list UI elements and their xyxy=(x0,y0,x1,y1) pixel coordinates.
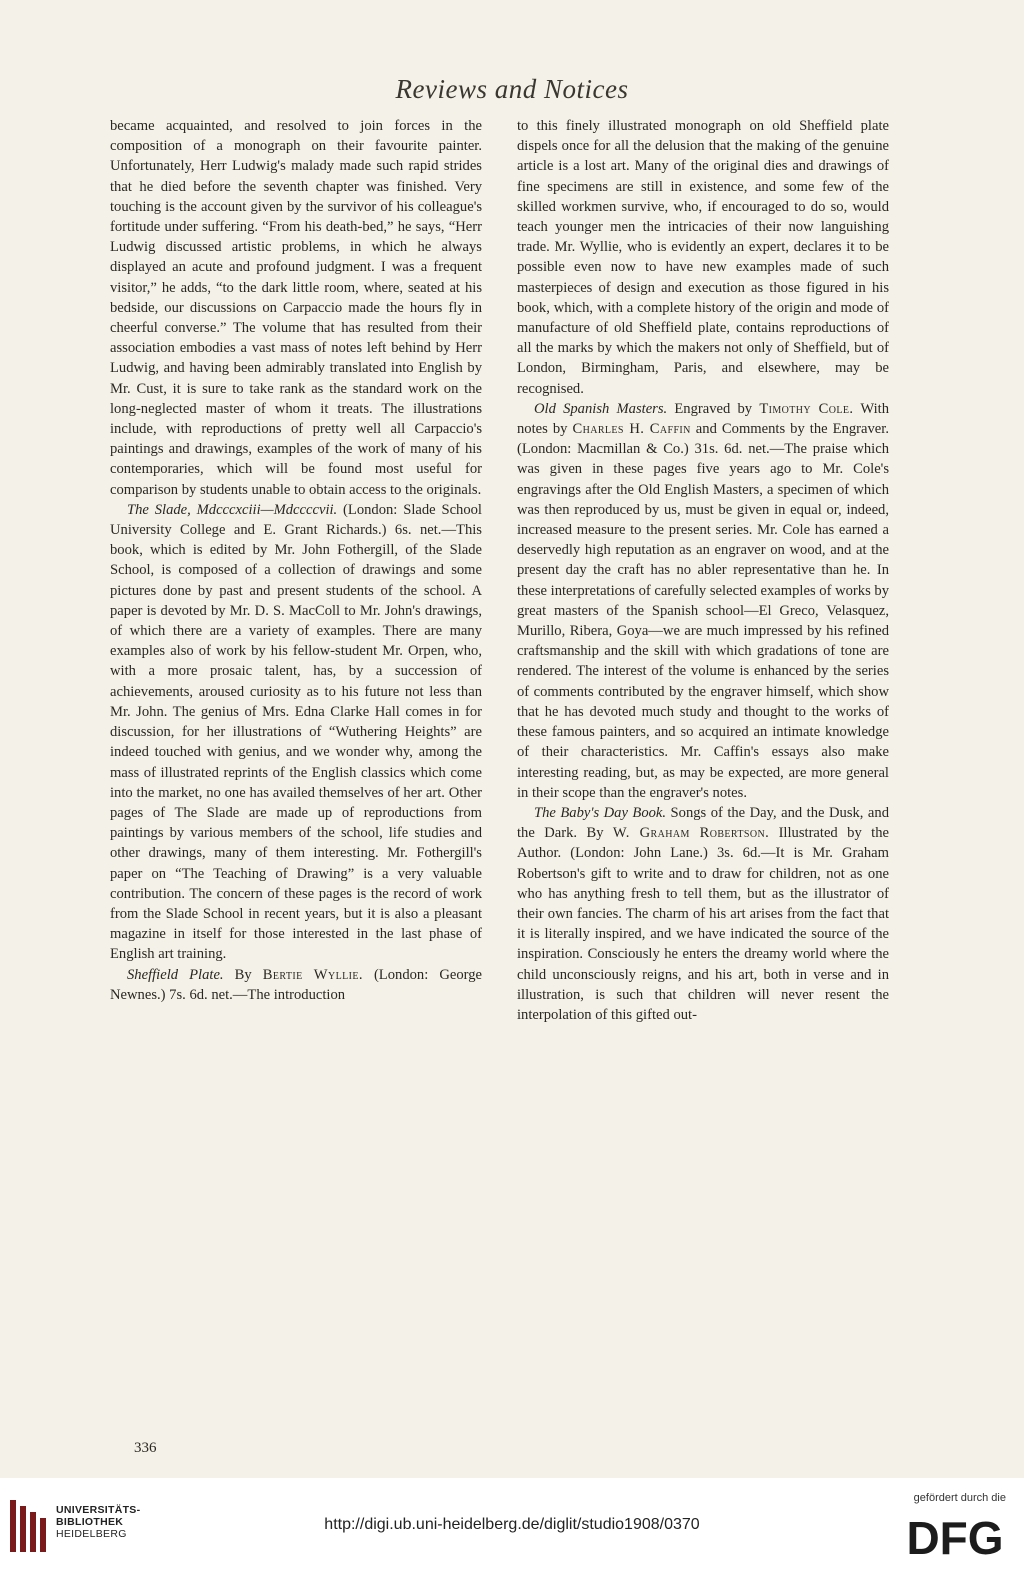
paragraph-slade: The Slade, Mdcccxciii—Mdccccvii. (London: Slade School University College and E. Grant Richards.) 6s. net.—This book, which is edited by Mr. John Fothergill, of the Slade School, is composed of a collection of drawings and some pictures done by past and present students of the school. A paper is devoted by Mr. D. S. MacColl to Mr. John's drawings, of which there are a variety of examples. There are many examples also of work by his fellow-student Mr. Orpen, who, with a more prosaic talent, has, by a succession of achievements, aroused curiosity as to his future not less than Mr. John. The genius of Mrs. Edna Clarke Hall comes in for discussion, for her illustrations of “Wuthering Heights” are indeed touched with genius, and we wonder why, among the mass of illustrated reprints of the English classics which come into the market, no one has availed themselves of her art. Other pages of The Slade are made up of reproductions from paintings by various members of the school, life studies and other drawings, many of them interesting. Mr. Fothergill's paper on “The Teaching of Drawing” is a very valuable contribution. The concern of these pages is the record of work from the Slade School in recent years, but it is also a pleasant magazine in itself for those interested in the last phase of English art training. xyxy=(110,501,482,963)
book-title: The Slade, Mdcccxciii—Mdccccvii. xyxy=(127,501,338,518)
author-name: Bertie Wyllie. xyxy=(262,966,363,983)
page-number: 336 xyxy=(134,1440,157,1456)
left-column xyxy=(110,116,482,1005)
author-name: W. Graham Robertson. xyxy=(612,825,770,842)
book-title: Old Spanish Masters. xyxy=(534,400,668,417)
author-name: Charles H. Caffin xyxy=(572,421,691,438)
book-title: Sheffield Plate. xyxy=(127,966,224,983)
paragraph-carpaccio: became acquainted, and resolved to join forces in the composition of a monograph on their favourite painter. Unfortunately, Herr Ludwig's malady made such rapid strides that he died before the seventh chapter was finished. Very touching is the account given by the survivor of his colleague's fortitude under suffering. “From his death-bed,” he says, “Herr Ludwig discussed artistic problems, in which he always displayed an acute and profound judgment. I was a frequent visitor,” he adds, “to the dark little room, where, seated at his bedside, our discussions on Carpaccio made the hours fly in cheerful converse.” The volume that has resulted from their association embodies a vast mass of notes left behind by Herr Ludwig, and having been admirably translated into English by Mr. Cust, it is sure to take rank as the standard work on the long-neglected master of whom it treats. The illustrations include, with reproductions of pretty well all Carpaccio's paintings and drawings, examples of the work of many of his contemporaries, which will be found most useful for comparison by students unable to obtain access to the originals. xyxy=(110,118,482,498)
paragraph-sheffield-cont: to this finely illustrated monograph on old Sheffield plate dispels once for all the delusion that the making of the genuine article is a lost art. Many of the original dies and drawings of fine specimens are still in existence, and some few of the skilled workmen survive, who, if encouraged to do so, would teach younger men the intricacies of their now languishing trade. Mr. Wyllie, who is evidently an expert, declares it to be possible even now to have new examples made of such masterpieces of design and execution as those figured in his book, which, with a complete history of the origin and mode of manufacture of old Sheffield plate, contains reproductions of all the marks by which the makers not only of Sheffield, but of London, Birmingham, Paris, and elsewhere, may be recognised. xyxy=(517,118,889,397)
paragraph-spanish-masters: Old Spanish Masters. Engraved by Timothy Cole. With notes by Charles H. Caffin and Comments by the Engraver. (London: Macmillan & Co.) 31s. 6d. net.—The praise which was given in these pages five years ago to Mr. Cole's engravings after the Old English Masters, a specimen of which was then reproduced by us, must be given in equal or, indeed, increased measure to the present series. Mr. Cole has earned a deservedly high reputation as an engraver on wood, and at the present day the craft has no abler representative than he. In these interpretations of carefully selected examples of works by great masters of the Spanish school—El Greco, Velasquez, Murillo, Ribera, Goya—we are much impressed by his refined craftsmanship and the skill with which gradations of tone are rendered. The interest of the volume is enhanced by the series of comments contributed by the engraver himself, which show that he has devoted much study and thought to the works of these famous painters, and so acquired an intimate knowledge of their characteristics. Mr. Caffin's essays also make interesting reading, but, as may be expected, are more general in their scope than the engraver's notes. xyxy=(517,400,890,801)
sponsor-text: gefördert durch die xyxy=(913,1492,1006,1504)
svg-text:DFG: DFG xyxy=(906,1512,1004,1560)
source-url-link[interactable]: http://digi.ub.uni-heidelberg.de/diglit/studio1908/0370 xyxy=(324,1516,700,1533)
paragraph-babys-day-book: The Baby's Day Book. Songs of the Day, and the Dusk, and the Dark. By W. Graham Robertson. Illustrated by the Author. (London: John Lane.) 3s. 6d.—It is Mr. Graham Robertson's gift to write and to draw for children, not as one who has anything fresh to tell them, but as the illustrator of their own fancies. The charm of his art arises from the fact that it is literally inspired, and we have indicated the source of the inspiration. Consciously he enters the dreamy world where the child unconsciously reigns, and his art, both in verse and in illustration, is such that children will never resent the interpolation of this gifted out- xyxy=(517,804,889,1023)
book-title: The Baby's Day Book. xyxy=(534,804,667,821)
dfg-logo-icon xyxy=(898,1512,1012,1560)
author-name: Timothy Cole. xyxy=(759,400,854,417)
library-name: UNIVERSITÄTS- BIBLIOTHEK HEIDELBERG xyxy=(56,1504,141,1540)
footer-bar xyxy=(0,1478,1024,1575)
right-column xyxy=(517,116,889,1025)
paragraph-sheffield: Sheffield Plate. By Bertie Wyllie. (London: George Newnes.) 7s. 6d. net.—The introduction xyxy=(110,966,483,1003)
running-header: Reviews and Notices xyxy=(395,74,629,104)
